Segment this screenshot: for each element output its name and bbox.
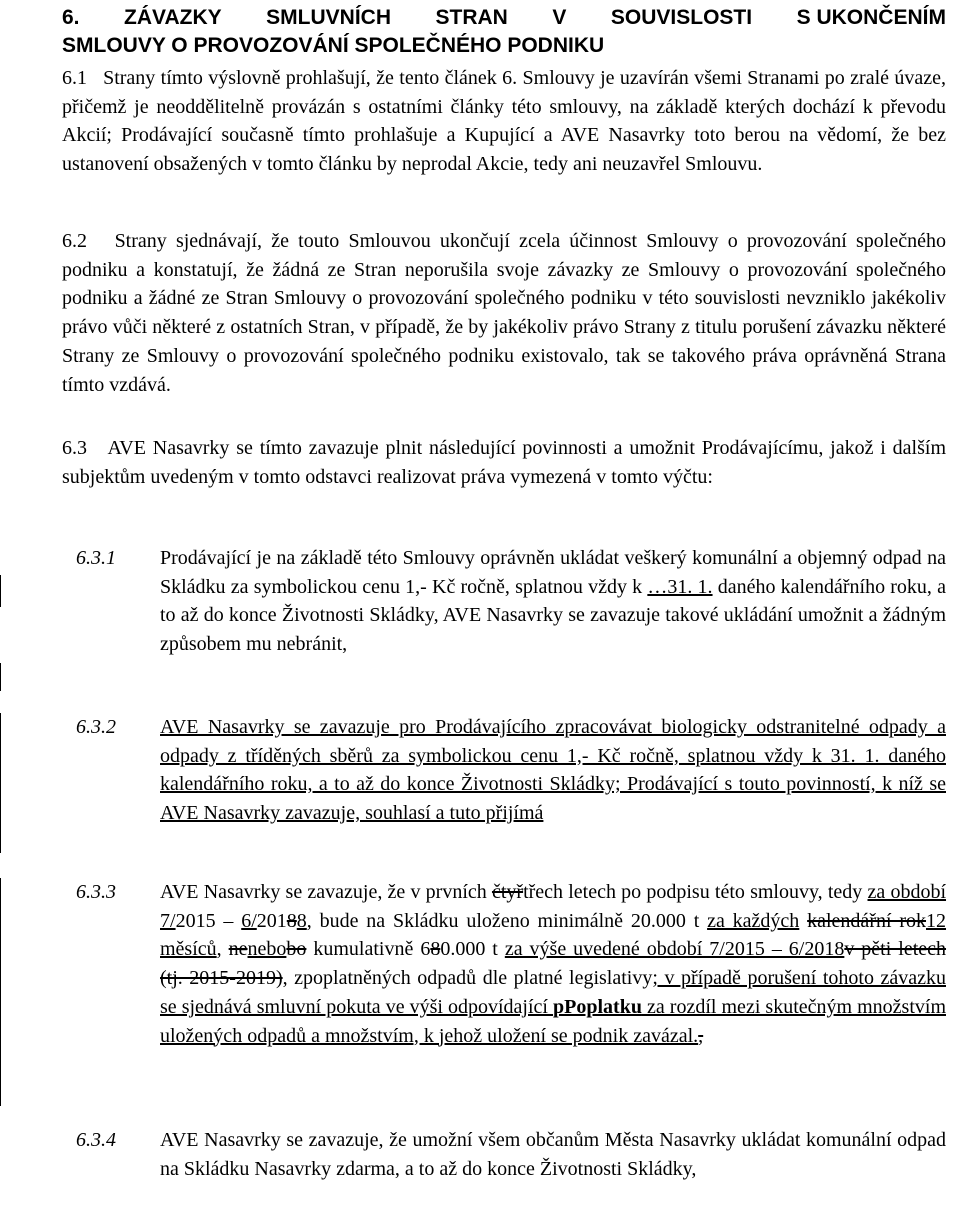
subparagraph-number: 6.3.3 [76, 881, 116, 903]
inserted-text: za rozdíl mezi skutečným množstvím uložených odpadů a množstvím, k jehož uložení se podnik zavázal. [160, 995, 946, 1047]
text-run: Prodávající je na základě této Smlouvy oprávněn ukládat veškerý komunální a objemný odpad na Skládku za symbolickou cenu 1,- Kč ročně, splatnou vždy k [160, 547, 946, 598]
paragraph-number: 6.1 [62, 67, 87, 89]
section-heading [62, 4, 946, 60]
deleted-text: bo [286, 938, 307, 961]
heading-word: S UKONČENÍM [796, 6, 946, 29]
subparagraph-text-inserted: AVE Nasavrky se zavazuje pro Prodávajícího zpracovávat biologicky odstranitelné odpady a odpady z tříděných sběrů za symbolickou cenu 1,- Kč ročně, splatnou vždy k 31. 1. daného kalendářního roku, a to až do konce Životnosti Skládky; Prodávající s touto povinností, k níž se AVE Nasavrky zavazuje, souhlasí a tuto přijímá [160, 716, 946, 825]
subparagraph-text: AVE Nasavrky se zavazuje, že umožní všem občanům Města Nasavrky ukládat komunální odpad na Skládku Nasavrky zdarma, a to až do konce Životnosti Skládky, [160, 1129, 946, 1180]
heading-line-1 [62, 4, 946, 32]
deleted-text: 8 [286, 909, 297, 932]
deleted-text: ne [228, 938, 248, 961]
text-run: 2015 – [175, 909, 242, 932]
subparagraph-number: 6.3.1 [76, 547, 116, 569]
text-run: 201 [256, 909, 287, 932]
heading-word: ZÁVAZKY [124, 6, 222, 29]
heading-word: SOUVISLOSTI [610, 6, 753, 29]
text-run: , [216, 938, 229, 961]
paragraph-text: Strany sjednávají, že touto Smlouvou ukončují zcela účinnost Smlouvy o provozování společného podniku a konstatují, že žádná ze Stran neporušila svoje závazky ze Smlouvy o provozování společného podniku a žádné ze Stran Smlouvy o provozování společného podniku v této souvislosti nevzniklo jakékoliv právo vůči některé z ostatních Stran, v případě, že by jakékoliv právo Strany z titulu porušení závazku některé Strany ze Smlouvy o provozování společného podniku existovalo, tak se takového práva oprávněná Strana tímto vzdává. [62, 230, 946, 396]
inserted-text: 12 měsíců [160, 909, 947, 961]
text-run: třech letech po podpisu této smlouvy, tedy [523, 881, 868, 903]
heading-word: SMLUVNÍCH [266, 6, 391, 29]
deleted-text: čtyř [491, 881, 524, 903]
revision-bar [0, 713, 1, 853]
text-run: kumulativně 6 [306, 938, 431, 961]
inserted-text: ; v případě porušení tohoto závazku se sjednává smluvní pokuta ve výši odpovídající [160, 967, 946, 1018]
revision-bar [0, 878, 1, 1106]
text-run [799, 910, 807, 932]
heading-word: STRAN [435, 6, 508, 29]
paragraph-6-2 [62, 227, 946, 399]
heading-number: 6. [62, 6, 80, 29]
paragraph-text: Strany tímto výslovně prohlašují, že tento článek 6. Smlouvy je uzavírán všemi Stranami po zralé úvaze, přičemž je neoddělitelně provázán s ostatními články této smlouvy, na základě kterých dochází k převodu Akcií; Prodávající současně tímto prohlašuje a Kupující a AVE Nasavrky toto berou na vědomí, že bez ustanovení obsažených v tomto článku by neprodal Akcie, tedy ani neuzavřel Smlouvu. [62, 67, 947, 176]
inserted-bold-text: pPoplatku [553, 995, 642, 1018]
inserted-text: za každých [707, 909, 800, 932]
heading-line-2: SMLOUVY O PROVOZOVÁNÍ SPOLEČNÉHO PODNIKU [62, 34, 605, 57]
inserted-text: 8 [296, 909, 307, 932]
inserted-text: …31. 1. [647, 575, 713, 598]
paragraph-6-1 [62, 64, 946, 179]
inserted-text: nebo [247, 938, 287, 961]
text-run: 0.000 t [440, 938, 505, 961]
subparagraph-text [160, 878, 946, 1050]
inserted-text: za výše uvedené období 7/2015 – 6/2018 [504, 938, 845, 961]
revision-bar [0, 663, 1, 691]
paragraph-number: 6.3 [62, 437, 87, 459]
text-run: daného kalendářního roku, a to až do konce Životnosti Skládky, AVE Nasavrky se zavazuje takové ukládání umožnit a žádným způsobem mu nebránit, [160, 575, 947, 656]
deleted-text: , [698, 1024, 704, 1047]
deleted-text: 8 [430, 938, 441, 961]
subparagraph-text [160, 544, 946, 659]
heading-word: V [552, 6, 567, 29]
paragraph-number: 6.2 [62, 230, 87, 252]
deleted-text: v pěti letech (tj. 2015-2019) [160, 938, 947, 990]
deleted-text: kalendářní rok [807, 909, 927, 932]
text-run: , bude na Skládku uloženo minimálně 20.000 t [306, 909, 708, 932]
paragraph-6-3 [62, 434, 946, 491]
revision-bar [0, 575, 1, 607]
text-run: , zpoplatněných odpadů dle platné legislativy [282, 967, 653, 990]
subparagraph-number: 6.3.2 [76, 716, 116, 738]
text-run: AVE Nasavrky se zavazuje, že v prvních [160, 881, 492, 903]
inserted-text: za období 7/ [160, 881, 947, 932]
paragraph-text: AVE Nasavrky se tímto zavazuje plnit následující povinnosti a umožnit Prodávajícímu, jakož i dalším subjektům uvedeným v tomto odstavci realizovat práva vymezená v tomto výčtu: [62, 437, 946, 488]
inserted-text: 6/ [241, 909, 257, 932]
subparagraph-number: 6.3.4 [76, 1129, 116, 1151]
